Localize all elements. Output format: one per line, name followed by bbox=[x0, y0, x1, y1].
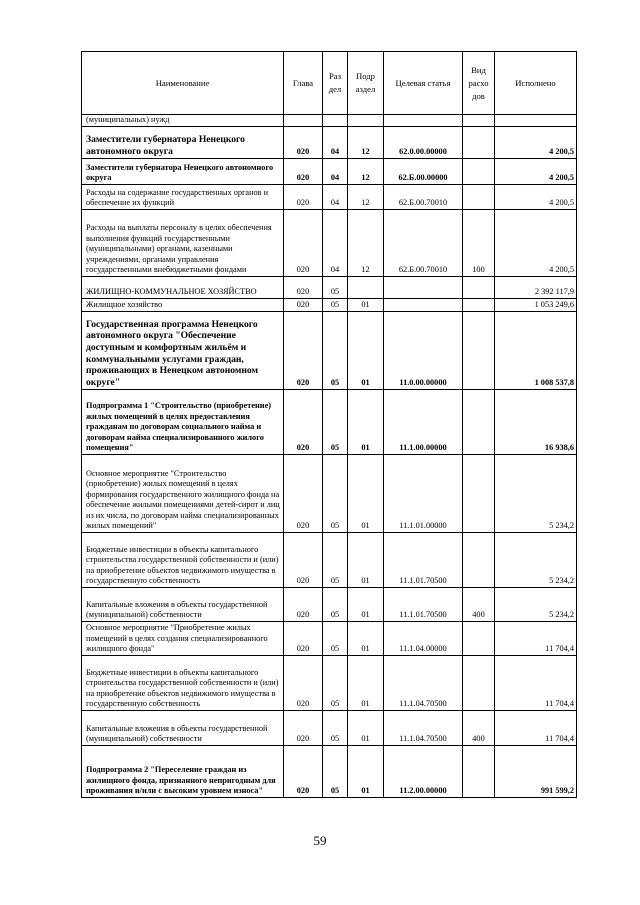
row-razdel: 05 bbox=[323, 622, 348, 656]
row-glava: 020 bbox=[284, 711, 323, 746]
row-glava: 020 bbox=[284, 656, 323, 711]
row-target-article: 11.1.01.70500 bbox=[384, 588, 463, 622]
row-expense-type bbox=[463, 746, 495, 798]
row-glava: 020 bbox=[284, 185, 323, 210]
row-razdel: 05 bbox=[323, 746, 348, 798]
row-target-article: 62.Б.00.70010 bbox=[384, 210, 463, 277]
row-name: Расходы на содержание государственных органов и обеспечение их функций bbox=[82, 185, 284, 210]
column-header-podrazdel: Подр аздел bbox=[348, 52, 384, 115]
row-podrazdel: 01 bbox=[348, 588, 384, 622]
row-expense-type bbox=[463, 277, 495, 299]
row-razdel: 04 bbox=[323, 210, 348, 277]
row-expense-type bbox=[463, 455, 495, 533]
row-expense-type bbox=[463, 390, 495, 455]
row-target-article: 11.1.00.00000 bbox=[384, 390, 463, 455]
table-row bbox=[82, 622, 577, 656]
row-glava bbox=[284, 115, 323, 127]
row-target-article: 62.Б.00.00000 bbox=[384, 159, 463, 185]
row-expense-type: 400 bbox=[463, 711, 495, 746]
column-header-expense-type: Вид расхо дов bbox=[463, 52, 495, 115]
row-target-article: 11.1.01.70500 bbox=[384, 533, 463, 588]
row-name: Подпрограмма 1 "Строительство (приобретение) жилых помещений в целях предоставления гражданам по договорам социального найма и договорам найма специализированного жилого помещения" bbox=[82, 390, 284, 455]
row-name: Капитальные вложения в объекты государственной (муниципальной) собственности bbox=[82, 588, 284, 622]
column-header-executed: Исполнено bbox=[495, 52, 577, 115]
row-name: Заместители губернатора Ненецкого автономного округа bbox=[82, 127, 284, 159]
row-podrazdel bbox=[348, 115, 384, 127]
row-podrazdel: 01 bbox=[348, 455, 384, 533]
row-podrazdel: 12 bbox=[348, 185, 384, 210]
row-podrazdel: 01 bbox=[348, 533, 384, 588]
row-executed: 4 200,5 bbox=[495, 127, 577, 159]
row-name: Основное мероприятие "Строительство (приобретение) жилых помещений в целях формирования государственного жилищного фонда на обеспечение жилыми помещениями детей-сирот и лиц из их числа, по договорам найма специализированных жилых помещений" bbox=[82, 455, 284, 533]
row-executed: 11 704,4 bbox=[495, 711, 577, 746]
row-glava: 020 bbox=[284, 277, 323, 299]
row-razdel: 05 bbox=[323, 312, 348, 390]
row-podrazdel: 01 bbox=[348, 622, 384, 656]
table-row bbox=[82, 312, 577, 390]
row-glava: 020 bbox=[284, 588, 323, 622]
row-razdel: 05 bbox=[323, 711, 348, 746]
row-glava: 020 bbox=[284, 312, 323, 390]
row-expense-type bbox=[463, 159, 495, 185]
row-razdel: 04 bbox=[323, 185, 348, 210]
table-row bbox=[82, 656, 577, 711]
row-name: Жилищное хозяйство bbox=[82, 299, 284, 312]
row-razdel bbox=[323, 115, 348, 127]
expenditure-table bbox=[81, 51, 577, 798]
column-header-target-article: Целевая статья bbox=[384, 52, 463, 115]
row-expense-type bbox=[463, 115, 495, 127]
table-row bbox=[82, 277, 577, 299]
row-razdel: 05 bbox=[323, 299, 348, 312]
row-expense-type: 400 bbox=[463, 588, 495, 622]
page-number: 59 bbox=[313, 833, 327, 848]
row-glava: 020 bbox=[284, 533, 323, 588]
row-glava: 020 bbox=[284, 455, 323, 533]
row-name: Подпрограмма 2 "Переселение граждан из жилищного фонда, признанного непригодным для проживания и/или с высоким уровнем износа" bbox=[82, 746, 284, 798]
row-executed: 991 599,2 bbox=[495, 746, 577, 798]
row-razdel: 05 bbox=[323, 588, 348, 622]
row-executed: 16 938,6 bbox=[495, 390, 577, 455]
row-target-article: 11.0.00.00000 bbox=[384, 312, 463, 390]
row-expense-type bbox=[463, 622, 495, 656]
row-executed: 11 704,4 bbox=[495, 656, 577, 711]
table-row bbox=[82, 210, 577, 277]
row-podrazdel: 12 bbox=[348, 210, 384, 277]
column-header-razdel: Раз дел bbox=[323, 52, 348, 115]
table-row bbox=[82, 390, 577, 455]
row-name: Государственная программа Ненецкого автономного округа "Обеспечение доступным и комфортным жильём и коммунальными услугами граждан, проживающих в Ненецком автономном округе" bbox=[82, 312, 284, 390]
table-row bbox=[82, 588, 577, 622]
row-glava: 020 bbox=[284, 390, 323, 455]
row-glava: 020 bbox=[284, 746, 323, 798]
row-glava: 020 bbox=[284, 210, 323, 277]
row-target-article: 11.1.04.00000 bbox=[384, 622, 463, 656]
row-glava: 020 bbox=[284, 159, 323, 185]
row-podrazdel: 12 bbox=[348, 159, 384, 185]
row-razdel: 04 bbox=[323, 159, 348, 185]
row-name: Бюджетные инвестиции в объекты капитального строительства государственной собственности и (или) на приобретение объектов недвижимого имущества в государственную собственность bbox=[82, 656, 284, 711]
table-row bbox=[82, 711, 577, 746]
row-target-article: 11.1.04.70500 bbox=[384, 711, 463, 746]
row-executed: 5 234,2 bbox=[495, 533, 577, 588]
row-expense-type bbox=[463, 656, 495, 711]
row-podrazdel: 01 bbox=[348, 746, 384, 798]
row-name: (муниципальных) нужд bbox=[82, 115, 284, 127]
row-razdel: 05 bbox=[323, 390, 348, 455]
row-target-article bbox=[384, 299, 463, 312]
row-target-article: 11.1.01.00000 bbox=[384, 455, 463, 533]
row-name: ЖИЛИЩНО-КОММУНАЛЬНОЕ ХОЗЯЙСТВО bbox=[82, 277, 284, 299]
row-name: Заместители губернатора Ненецкого автономного округа bbox=[82, 159, 284, 185]
table-header-row bbox=[82, 52, 577, 115]
row-executed: 4 200,5 bbox=[495, 210, 577, 277]
row-name: Бюджетные инвестиции в объекты капитального строительства государственной собственности и (или) на приобретение объектов недвижимого имущества в государственную собственность bbox=[82, 533, 284, 588]
row-executed: 2 392 117,9 bbox=[495, 277, 577, 299]
row-glava: 020 bbox=[284, 127, 323, 159]
row-executed: 5 234,2 bbox=[495, 588, 577, 622]
row-name: Капитальные вложения в объекты государственной (муниципальной) собственности bbox=[82, 711, 284, 746]
row-glava: 020 bbox=[284, 622, 323, 656]
row-target-article bbox=[384, 277, 463, 299]
row-expense-type bbox=[463, 312, 495, 390]
row-target-article: 11.2.00.00000 bbox=[384, 746, 463, 798]
table-row bbox=[82, 533, 577, 588]
row-expense-type: 100 bbox=[463, 210, 495, 277]
row-podrazdel: 01 bbox=[348, 390, 384, 455]
table-row bbox=[82, 159, 577, 185]
row-podrazdel: 01 bbox=[348, 711, 384, 746]
row-podrazdel: 01 bbox=[348, 312, 384, 390]
row-target-article: 62.0.00.00000 bbox=[384, 127, 463, 159]
row-podrazdel: 01 bbox=[348, 656, 384, 711]
row-razdel: 05 bbox=[323, 656, 348, 711]
row-target-article: 11.1.04.70500 bbox=[384, 656, 463, 711]
table-row bbox=[82, 746, 577, 798]
row-executed bbox=[495, 115, 577, 127]
row-executed: 1 053 249,6 bbox=[495, 299, 577, 312]
row-razdel: 05 bbox=[323, 455, 348, 533]
row-podrazdel: 01 bbox=[348, 299, 384, 312]
row-podrazdel: 12 bbox=[348, 127, 384, 159]
row-podrazdel bbox=[348, 277, 384, 299]
row-razdel: 04 bbox=[323, 127, 348, 159]
table-row bbox=[82, 115, 577, 127]
row-name: Основное мероприятие "Приобретение жилых помещений в целях создания специализированного жилищного фонда" bbox=[82, 622, 284, 656]
row-glava: 020 bbox=[284, 299, 323, 312]
row-target-article bbox=[384, 115, 463, 127]
row-expense-type bbox=[463, 299, 495, 312]
table-row bbox=[82, 299, 577, 312]
row-executed: 4 200,5 bbox=[495, 185, 577, 210]
row-executed: 4 200,5 bbox=[495, 159, 577, 185]
row-executed: 11 704,4 bbox=[495, 622, 577, 656]
table-row bbox=[82, 455, 577, 533]
column-header-name: Наименование bbox=[82, 52, 284, 115]
column-header-glava: Глава bbox=[284, 52, 323, 115]
row-expense-type bbox=[463, 185, 495, 210]
row-executed: 1 008 537,8 bbox=[495, 312, 577, 390]
row-target-article: 62.Б.00.70010 bbox=[384, 185, 463, 210]
row-executed: 5 234,2 bbox=[495, 455, 577, 533]
row-expense-type bbox=[463, 533, 495, 588]
row-razdel: 05 bbox=[323, 277, 348, 299]
table-row bbox=[82, 185, 577, 210]
table-row bbox=[82, 127, 577, 159]
row-name: Расходы на выплаты персоналу в целях обеспечения выполнения функций государственными (муниципальными) органами, казенными учреждениями, органами управления государственными внебюджетными фондами bbox=[82, 210, 284, 277]
row-expense-type bbox=[463, 127, 495, 159]
row-razdel: 05 bbox=[323, 533, 348, 588]
